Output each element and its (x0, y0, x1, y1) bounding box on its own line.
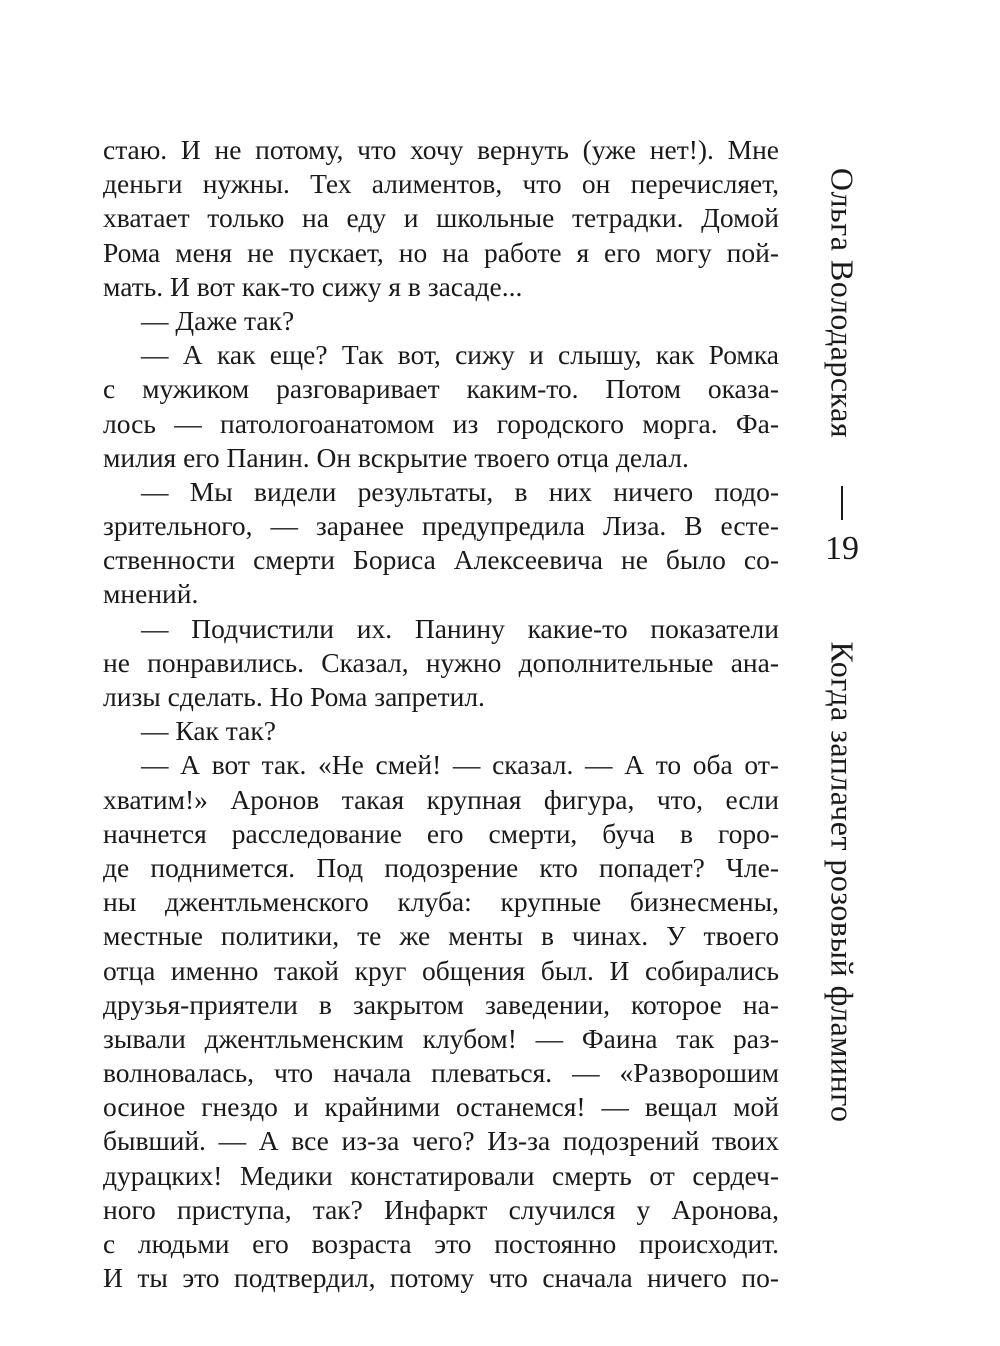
text-line: ственности смерти Бориса Алексеевича не было со- (103, 544, 779, 576)
running-head (807, 138, 877, 1148)
text-line: Рома меня не пускает, но на работе я его могу пой- (103, 236, 779, 268)
author-name-text: Ольга Володарская (824, 167, 861, 439)
author-name (811, 138, 873, 468)
page-number: 19 (825, 530, 859, 567)
text-line: местные политики, те же менты в чинах. У твоего (103, 920, 779, 952)
text-line: стаю. И не потому, что хочу вернуть (уже нет!). Мне (103, 134, 779, 165)
text-line: ного приступа, так? Инфаркт случился у Аронова, (103, 1193, 779, 1225)
text-line: бывший. — А все из-за чего? Из-за подозрений твоих (103, 1125, 779, 1157)
text-line: ны джентльменского клуба: крупные бизнесмены, (103, 886, 779, 918)
text-line: И ты это подтвердил, потому что сначала ничего по- (103, 1262, 779, 1294)
text-line: мать. И вот как-то сижу я в засаде... (103, 270, 523, 302)
text-line: — Даже так? (141, 304, 295, 336)
header-divider (841, 486, 843, 520)
text-line: деньги нужны. Тех алиментов, что он перечисляет, (103, 168, 779, 200)
text-line: отца именно такой круг общения был. И собирались (103, 954, 779, 986)
body-text (103, 133, 779, 1295)
text-line: начнется расследование его смерти, буча в горо- (103, 817, 779, 849)
text-line: дурацких! Медики констатировали смерть от сердеч- (103, 1159, 779, 1191)
text-line: лось — патологоанатомом из городского морга. Фа- (103, 407, 779, 439)
text-line: — Подчистили их. Панину какие-то показатели (141, 612, 779, 644)
text-line: волновалась, что начала плеваться. — «Разворошим (103, 1057, 779, 1089)
book-title-text: Когда заплачет розовый фламинго (824, 641, 861, 1123)
text-line: де поднимется. Под подозрение кто попадет? Чле- (103, 851, 779, 883)
text-line: хватим!» Аронов такая крупная фигура, что, если (103, 783, 779, 815)
text-line: осиное гнездо и крайними останемся! — вещал мой (103, 1091, 779, 1123)
text-line: с мужиком разговаривает каким-то. Потом оказа- (103, 373, 779, 405)
book-title (811, 616, 873, 1148)
text-line: зывали джентльменским клубом! — Фаина так раз- (103, 1022, 779, 1054)
text-line: — Мы видели результаты, в них ничего подо- (141, 475, 779, 507)
text-line: лизы сделать. Но Рома запретил. (103, 681, 485, 712)
text-line: хватает только на еду и школьные тетрадки. Домой (103, 202, 779, 234)
text-line: — А как еще? Так вот, сижу и слышу, как Ромка (141, 339, 779, 371)
text-line: не понравились. Сказал, нужно дополнительные ана- (103, 646, 779, 678)
text-line: зрительного, — заранее предупредила Лиза. В есте- (103, 510, 779, 542)
text-line: с людьми его возраста это постоянно происходит. (103, 1228, 779, 1259)
text-line: — А вот так. «Не смей! — сказал. — А то оба от- (141, 749, 779, 781)
text-line: милия его Панин. Он вскрытие твоего отца делал. (103, 441, 689, 473)
text-line: друзья-приятели в закрытом заведении, которое на- (103, 988, 779, 1020)
text-line: — Как так? (141, 715, 276, 747)
text-line: мнений. (103, 578, 199, 610)
